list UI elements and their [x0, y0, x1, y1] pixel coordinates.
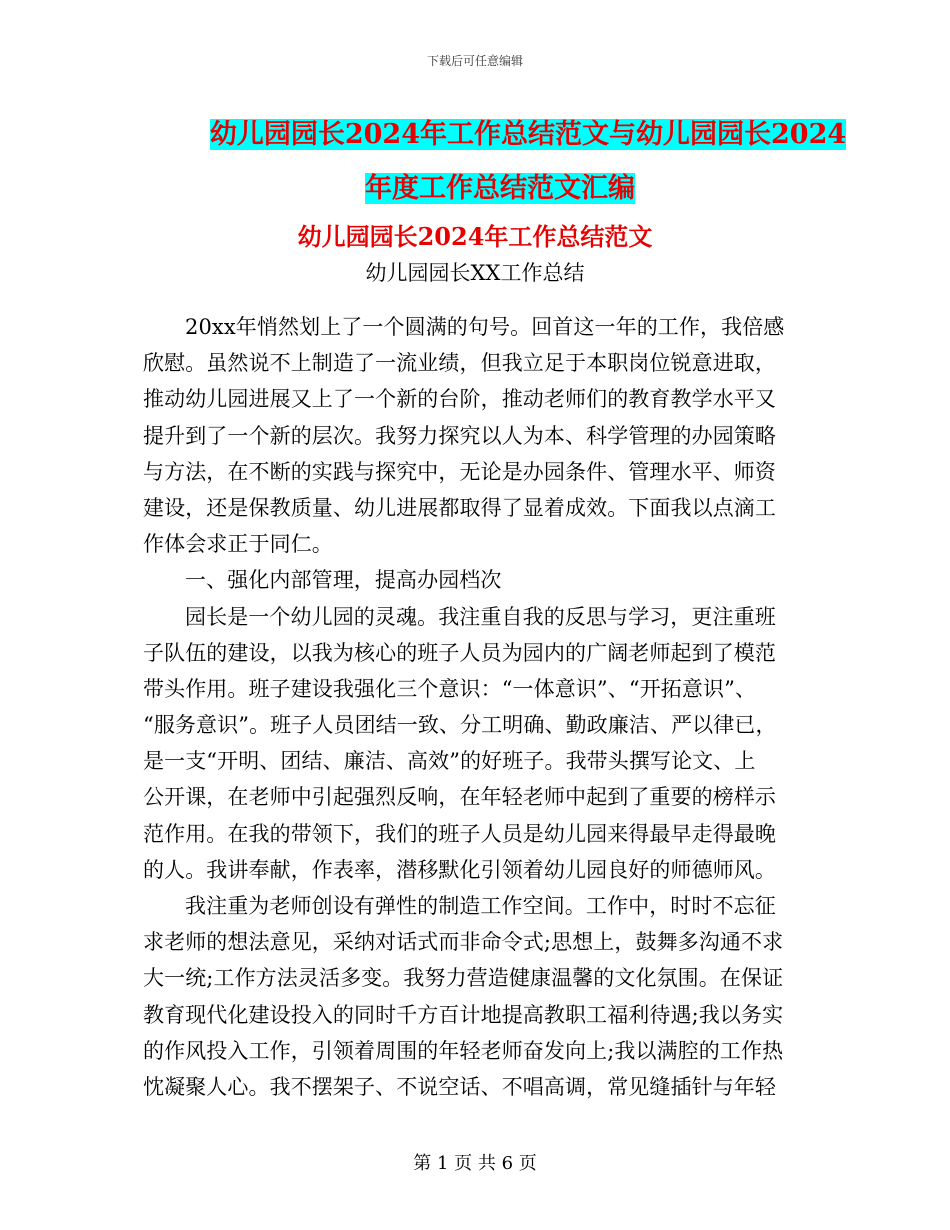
body-line: 子队伍的建设，以我为核心的班子人员为园内的广阔老师起到了模范	[143, 640, 776, 665]
body-line: 是一支“开明、团结、廉洁、高效”的好班子。我带头撰写论文、上	[143, 749, 756, 774]
section-subtitle: 幼儿园园长XX工作总结	[365, 261, 585, 285]
body-line: “服务意识”。班子人员团结一致、分工明确、勤政廉洁、严以律已，	[143, 713, 777, 738]
body-line: 与方法，在不断的实践与探究中，无论是办园条件、管理水平、师资	[143, 459, 776, 484]
header-note: 下载后可任意编辑	[426, 54, 523, 68]
body-text	[143, 309, 807, 1105]
body-line: 一、强化内部管理，提高办园档次	[185, 568, 502, 593]
section-title: 幼儿园园长2024年工作总结范文	[297, 222, 653, 251]
body-line: 的作风投入工作，引领着周围的年轻老师奋发向上;我以满腔的工作热	[143, 1038, 784, 1063]
body-line: 建设，还是保教质量、幼儿进展都取得了显着成效。下面我以点滴工	[143, 495, 776, 520]
document-title	[140, 108, 860, 216]
body-line: 教育现代化建设投入的同时千方百计地提高教职工福利待遇;我以务实	[143, 1002, 784, 1027]
page-footer: 第 1 页 共 6 页	[413, 1153, 537, 1174]
document-title-line-2: 年度工作总结范文汇编	[365, 173, 635, 204]
body-line: 推动幼儿园进展又上了一个新的台阶，推动老师们的教育教学水平又	[143, 387, 776, 412]
body-line: 提升到了一个新的层次。我努力探究以人为本、科学管理的办园策略	[143, 423, 776, 448]
body-line: 欣慰。虽然说不上制造了一流业绩，但我立足于本职岗位锐意进取，	[143, 351, 776, 376]
body-line: 作体会求正于同仁。	[143, 532, 333, 557]
body-line: 公开课，在老师中引起强烈反响，在年轻老师中起到了重要的榜样示	[143, 785, 776, 810]
body-line: 求老师的想法意见，采纳对话式而非命令式;思想上，鼓舞多沟通不求	[143, 930, 784, 955]
body-line: 的人。我讲奉献，作表率，潜移默化引领着幼儿园良好的师德师风。	[143, 857, 776, 882]
body-line: 忱凝聚人心。我不摆架子、不说空话、不唱高调，常见缝插针与年轻	[143, 1074, 776, 1099]
body-line: 大一统;工作方法灵活多变。我努力营造健康温馨的文化氛围。在保证	[143, 966, 784, 991]
body-line: 20xx年悄然划上了一个圆满的句号。回首这一年的工作，我倍感	[185, 315, 785, 339]
body-line: 范作用。在我的带领下，我们的班子人员是幼儿园来得最早走得最晚	[143, 821, 776, 846]
body-line: 园长是一个幼儿园的灵魂。我注重自我的反思与学习，更注重班	[185, 604, 776, 629]
body-line: 我注重为老师创设有弹性的制造工作空间。工作中，时时不忘征	[185, 894, 776, 918]
document-title-line-1: 幼儿园园长2024年工作总结范文与幼儿园园长2024	[209, 119, 847, 150]
body-line: 带头作用。班子建设我强化三个意识：“一体意识”、“开拓意识”、	[143, 676, 757, 701]
